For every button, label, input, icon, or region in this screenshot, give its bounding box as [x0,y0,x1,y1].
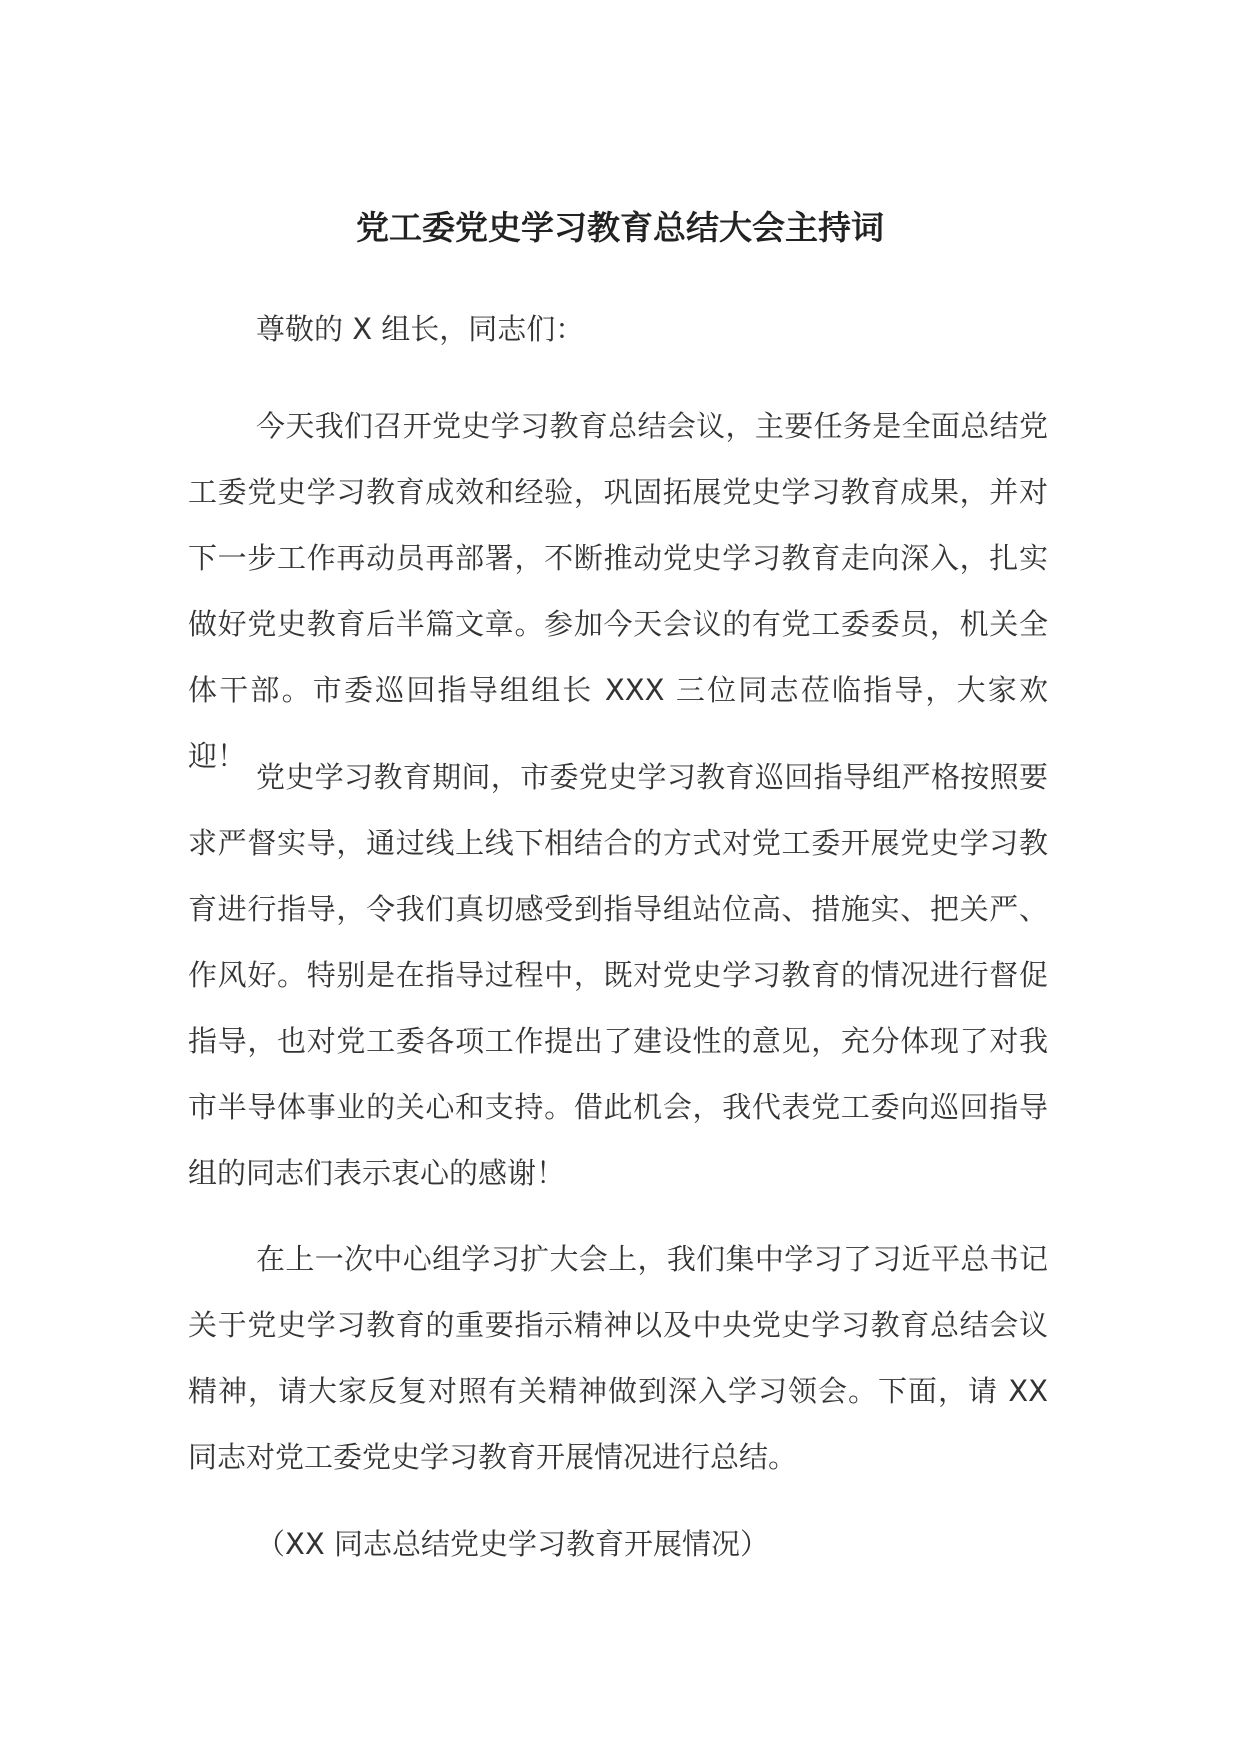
paragraph-study: 在上一次中心组学习扩大会上，我们集中学习了习近平总书记关于党史学习教育的重要指示精神以及中央党史学习教育总结会议精神，请大家反复对照有关精神做到深入学习领会。下面，请 XX 同志对党工委党史学习教育开展情况进行总结。 [188,1242,1048,1474]
paragraph-opening: 今天我们召开党史学习教育总结会议，主要任务是全面总结党工委党史学习教育成效和经验，巩固拓展党史学习教育成果，并对下一步工作再动员再部署，不断推动党史学习教育走向深入，扎实做好党史教育后半篇文章。参加今天会议的有党工委委员，机关全体干部。市委巡回指导组组长 XXX 三位同志莅临指导，大家欢迎！ [188,409,1048,773]
salutation: 尊敬的 X 组长，同志们： [256,312,585,346]
paragraph-thanks: 党史学习教育期间，市委党史学习教育巡回指导组严格按照要求严督实导，通过线上线下相结合的方式对党工委开展党史学习教育进行指导，令我们真切感受到指导组站位高、措施实、把关严、作风好。特别是在指导过程中，既对党史学习教育的情况进行督促指导，也对党工委各项工作提出了建设性的意见，充分体现了对我市半导体事业的关心和支持。借此机会，我代表党工委向巡回指导组的同志们表示衷心的感谢！ [188,760,1048,1190]
paragraph-note: （XX 同志总结党史学习教育开展情况） [256,1527,769,1561]
document-title: 党工委党史学习教育总结大会主持词 [356,208,884,247]
